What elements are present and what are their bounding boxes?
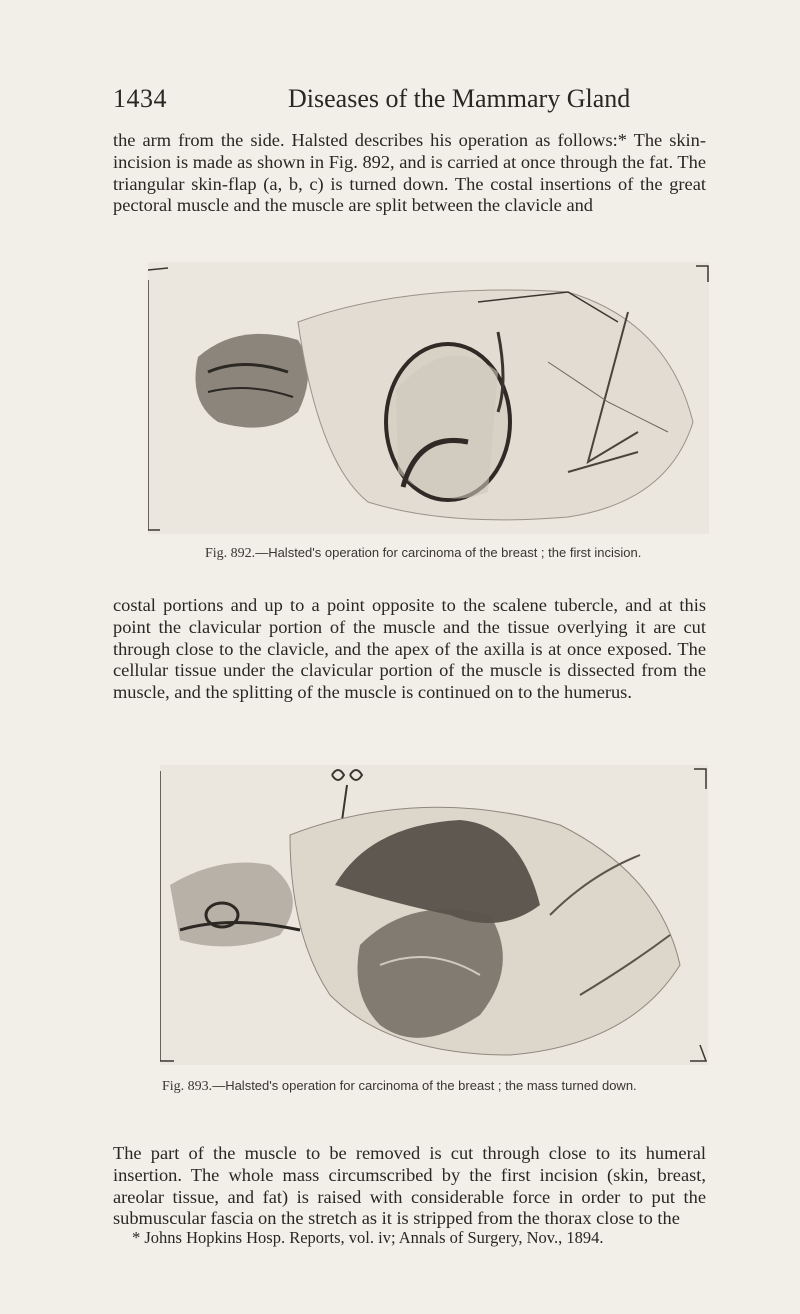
- figure-893-illustration: [160, 765, 708, 1065]
- page-header: [113, 84, 713, 120]
- figure-892-text: —Halsted's operation for carcinoma of the breast ; the first incision.: [255, 545, 642, 560]
- paragraph-1: the arm from the side. Halsted describes his operation as follows:* The skin-incision is made as shown in Fig. 892, and is carried at once through the fat. The triangular skin-flap (a, b, c) is turned down. The costal insertions of the great pectoral muscle and the muscle are split between the clavicle and: [113, 130, 706, 216]
- figure-892-label: Fig. 892.: [205, 546, 256, 561]
- paragraph-2: costal portions and up to a point opposite to the scalene tubercle, and at this point the clavicular portion of the muscle and the tissue overlying it are cut through close to the clavicle, and the apex of the axilla is at once exposed. The cellular tissue under the clavicular portion of the muscle is dissected from the muscle, and the splitting of the muscle is continued on to the humerus.: [113, 595, 706, 703]
- running-title: Diseases of the Mammary Gland: [288, 84, 631, 113]
- paragraph-3: The part of the muscle to be removed is cut through close to its humeral insertion. The whole mass circumscribed by the first incision (skin, breast, areolar tissue, and fat) is raised with considerable force in order to put the submuscular fascia on the stretch as it is stripped from the thorax close to the: [113, 1143, 706, 1229]
- figure-893-text: —Halsted's operation for carcinoma of the breast ; the mass turned down.: [212, 1078, 637, 1093]
- figure-893-label: Fig. 893.: [162, 1079, 213, 1094]
- footnote: * Johns Hopkins Hosp. Reports, vol. iv; Annals of Surgery, Nov., 1894.: [132, 1228, 604, 1247]
- figure-893-caption: [162, 1078, 637, 1095]
- figure-892-illustration: [148, 262, 709, 534]
- page-number: 1434: [113, 84, 167, 113]
- figure-892-caption: [205, 545, 641, 562]
